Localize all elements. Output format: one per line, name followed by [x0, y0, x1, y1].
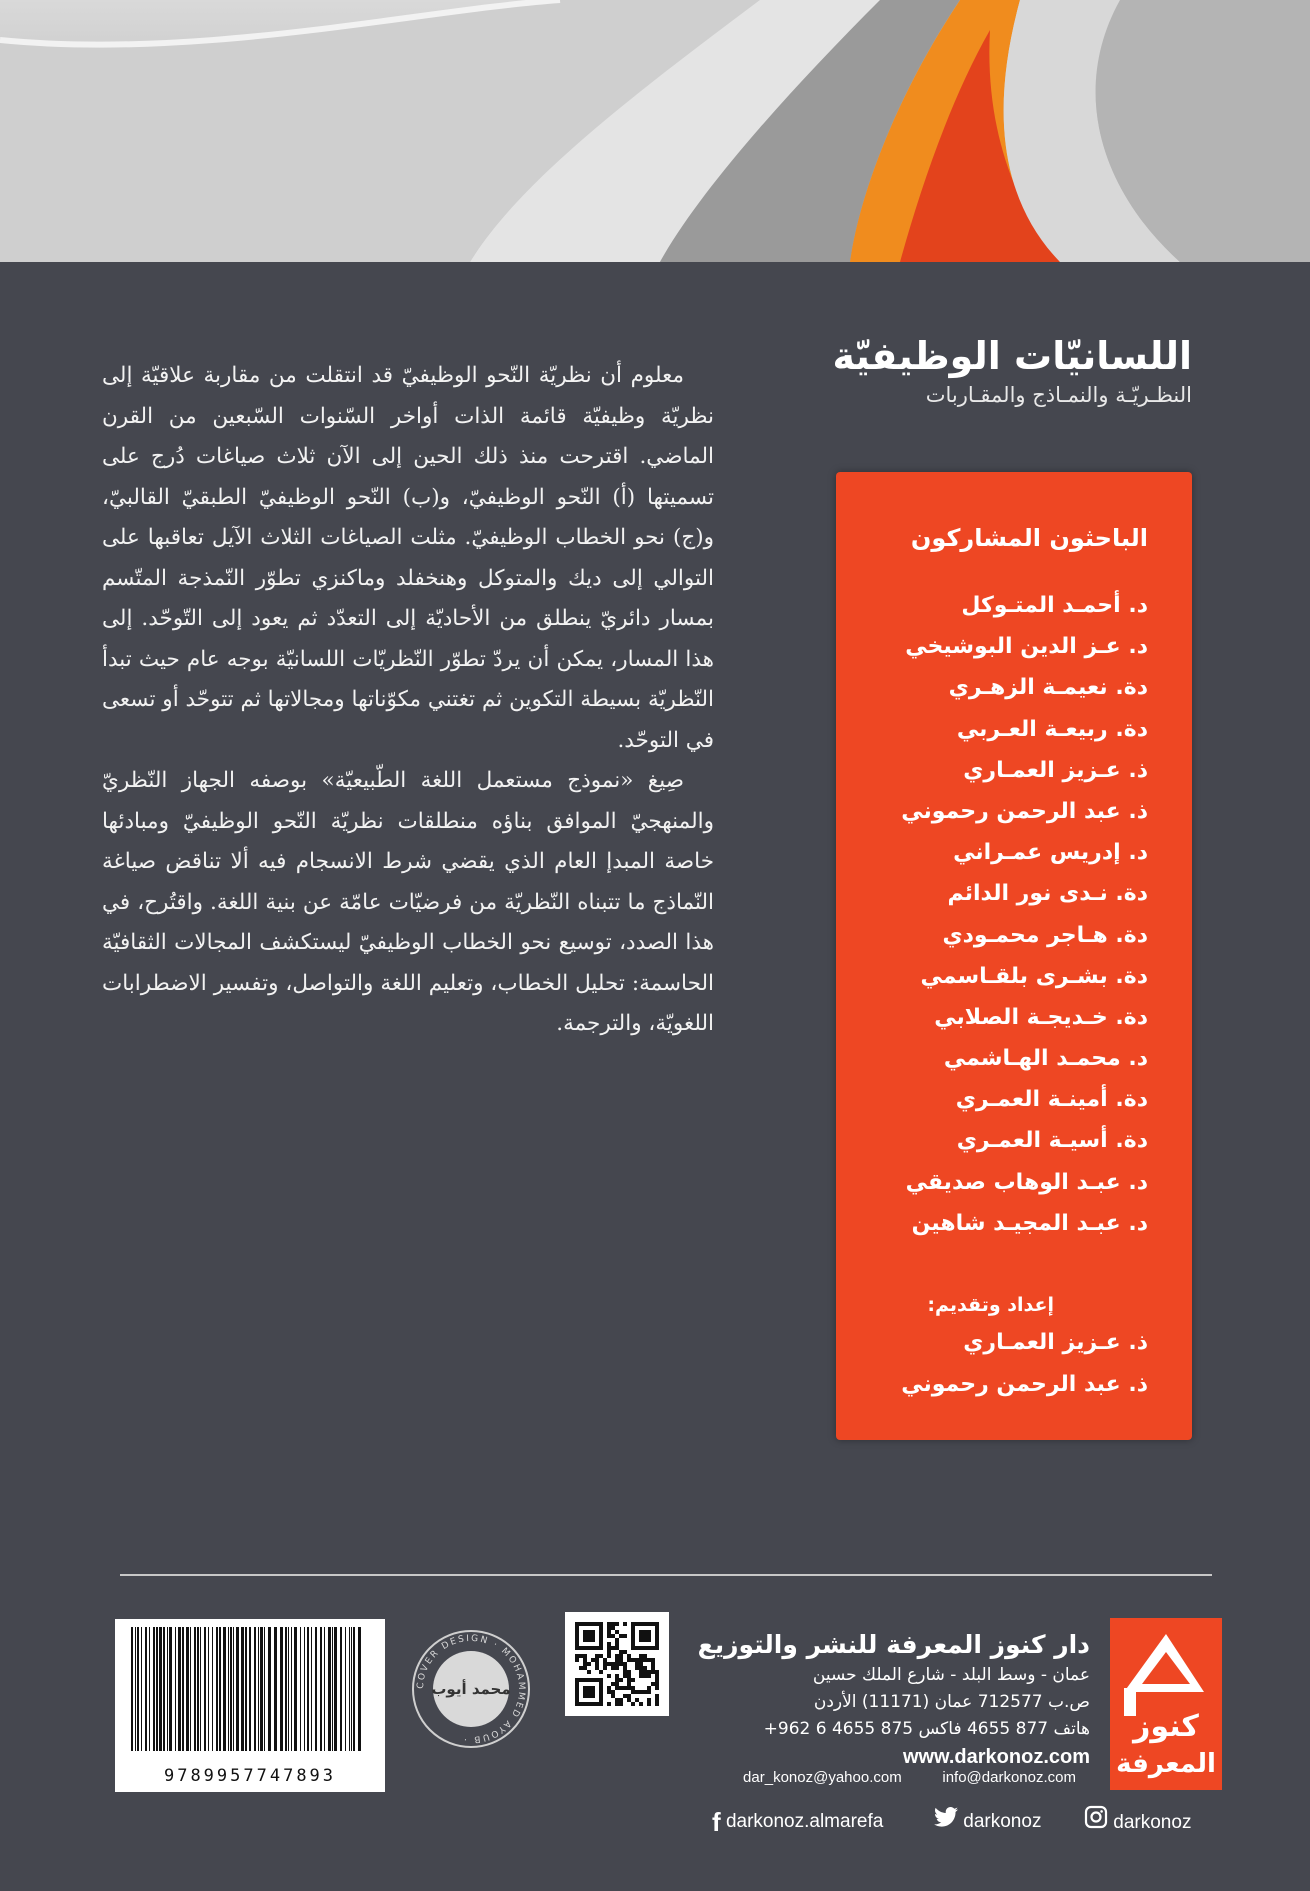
- qr-module: [655, 1694, 659, 1698]
- qr-module: [623, 1650, 627, 1654]
- publisher-emails: [700, 1769, 1076, 1786]
- qr-module: [635, 1666, 639, 1670]
- editor-name: ذ. عبد الرحمن رحموني: [901, 1372, 1148, 1397]
- qr-module: [643, 1670, 647, 1674]
- publisher-pobox: ص.ب 712577 عمان (11171) الأردن: [813, 1692, 1090, 1712]
- contributor-name: دة. نـدى نور الدائم: [947, 881, 1148, 907]
- barcode-bar: [304, 1627, 305, 1751]
- qr-module: [611, 1682, 615, 1686]
- qr-module: [599, 1670, 603, 1674]
- contributor-name: د. محمـد الهـاشمي: [943, 1046, 1148, 1072]
- qr-module: [595, 1662, 599, 1666]
- qr-module: [615, 1654, 619, 1658]
- facebook-icon: f: [712, 1807, 721, 1837]
- qr-module: [619, 1702, 623, 1706]
- qr-module: [615, 1642, 619, 1646]
- qr-module: [639, 1674, 643, 1678]
- qr-module: [647, 1698, 651, 1702]
- qr-module: [627, 1678, 631, 1682]
- barcode-bar: [137, 1627, 139, 1751]
- qr-module: [615, 1702, 619, 1706]
- book-title-block: [732, 334, 1192, 410]
- barcode-bar: [216, 1627, 218, 1751]
- barcode-bar: [149, 1627, 150, 1751]
- blurb-paragraph: صِيغ «نموذج مستعمل اللغة الطّبيعيّة» بوصفه الجهاز النّظريّ والمنهجيّ الموافق بناؤه منطلقات نظريّة النّحو الوظيفيّ ومبادئها خاصة المبدإ العام الذي يقضي شرط الانسجام فيه ألا تناقض صياغة النّماذج ما تتبناه النّظريّة من فرضيّات عامّة عن بنية اللغة. واقتُرح، في هذا الصدد، توسيع نحو الخطاب الوظيفيّ ليستكشف المجالات الثقافيّة الحاسمة: تحليل الخطاب، وتعليم اللغة والتواصل، وتفسير الاضطرابات اللغويّة، والترجمة.: [102, 768, 714, 1036]
- qr-module: [619, 1658, 623, 1662]
- contributor-name: دة. خـديجـة الصلابي: [934, 1004, 1148, 1030]
- qr-module: [607, 1650, 611, 1654]
- qr-module: [639, 1654, 643, 1658]
- qr-module: [647, 1702, 651, 1706]
- qr-module: [575, 1654, 579, 1658]
- publisher-website[interactable]: www.darkonoz.com: [902, 1746, 1090, 1768]
- barcode-bar: [294, 1627, 297, 1751]
- barcode-bar: [167, 1627, 168, 1751]
- cover-designer-seal: [410, 1628, 532, 1750]
- qr-module: [635, 1658, 639, 1662]
- barcode-bar: [204, 1627, 206, 1751]
- qr-module: [607, 1626, 611, 1630]
- contributor-name: دة. أسيـة العمـري: [956, 1128, 1148, 1154]
- barcode-bar: [280, 1627, 283, 1751]
- qr-module: [615, 1622, 619, 1626]
- blurb-paragraph: معلوم أن نظريّة النّحو الوظيفيّ قد انتقلت من مقاربة علاقيّة إلى نظريّة وظيفيّة قائمة الذات أواخر السّنوات السّبعين من القرن الماضي. اقترحت منذ ذلك الحين إلى الآن ثلاث صياغات دُرج على تسميتها (أ) النّحو الوظيفيّ، و(ب) النّحو الوظيفيّ الطبقيّ القالبيّ، و(ج) نحو الخطاب الوظيفيّ. مثلت الصياغات الثلاث الآيل تعاقبها على التوالي إلى ديك والمتوكل وهنخفلد وماكنزي تطوّر النّمذجة المتّسم بمسار دائريّ ينطلق من الأحاديّة إلى التعدّد ثم يعود إلى التّوحّد. إلى هذا المسار، يمكن أن يردّ تطوّر النّظريّات اللسانيّة بوجه عام حيث تبدأ النّظريّة بسيطة التكوين ثم تغتني مكوّناتها ومجالاتها ثم تتوحّد أو تسعى في التوحّد.: [102, 363, 714, 753]
- qr-module: [587, 1670, 591, 1674]
- instagram-link[interactable]: [1084, 1805, 1191, 1839]
- book-title: اللسانيّات الوظيفيّة: [832, 334, 1192, 378]
- qr-code[interactable]: [565, 1612, 669, 1716]
- qr-module: [615, 1678, 619, 1682]
- qr-finder: [583, 1630, 595, 1642]
- qr-module: [583, 1654, 587, 1658]
- barcode-bar: [340, 1627, 342, 1751]
- qr-module: [607, 1654, 611, 1658]
- barcode-bar: [194, 1627, 196, 1751]
- qr-module: [615, 1662, 619, 1666]
- qr-module: [607, 1674, 611, 1678]
- facebook-handle: darkonoz.almarefa: [725, 1811, 884, 1833]
- qr-module: [607, 1662, 611, 1666]
- qr-module: [607, 1622, 611, 1626]
- qr-module: [627, 1682, 631, 1686]
- qr-module: [619, 1654, 623, 1658]
- qr-module: [623, 1662, 627, 1666]
- qr-module: [627, 1694, 631, 1698]
- qr-module: [623, 1622, 627, 1626]
- qr-module: [611, 1694, 615, 1698]
- facebook-link[interactable]: [712, 1805, 883, 1839]
- qr-module: [603, 1658, 607, 1662]
- qr-module: [647, 1670, 651, 1674]
- qr-module: [643, 1658, 647, 1662]
- barcode-bar: [159, 1627, 162, 1751]
- barcode-bar: [241, 1627, 244, 1751]
- barcode-bar: [197, 1627, 199, 1751]
- barcode-bar: [230, 1627, 232, 1751]
- isbn-barcode: [115, 1619, 385, 1792]
- qr-module: [611, 1662, 615, 1666]
- publisher-info: [690, 1628, 1090, 1771]
- contributor-name: د. عبـد المجيـد شاهين: [911, 1210, 1148, 1236]
- barcode-bar: [315, 1627, 317, 1751]
- barcode-bar: [349, 1627, 350, 1751]
- qr-module: [607, 1630, 611, 1634]
- contributor-name: ذ. عبد الرحمن رحموني: [901, 798, 1148, 824]
- isbn-number: 9789957747893: [163, 1766, 337, 1786]
- barcode-bar: [175, 1627, 176, 1751]
- qr-module: [631, 1678, 635, 1682]
- qr-module: [635, 1662, 639, 1666]
- contributor-name: ذ. عـزيز العمـاري: [963, 757, 1148, 783]
- qr-module: [639, 1666, 643, 1670]
- qr-module: [595, 1666, 599, 1670]
- logo-text-top: كنوز: [1133, 1709, 1199, 1744]
- barcode-bar: [351, 1627, 352, 1751]
- contributor-name: دة. ربيعـة العـربي: [956, 716, 1148, 742]
- barcode-bar: [163, 1627, 165, 1751]
- qr-module: [651, 1682, 655, 1686]
- barcode-bar: [320, 1627, 322, 1751]
- qr-module: [619, 1662, 623, 1666]
- barcode-bar: [245, 1627, 247, 1751]
- barcode-bar: [141, 1627, 142, 1751]
- qr-module: [627, 1674, 631, 1678]
- qr-module: [651, 1658, 655, 1662]
- back-cover-blurb: [102, 356, 714, 1045]
- editor-name: ذ. عـزيز العمـاري: [963, 1330, 1148, 1355]
- qr-module: [643, 1690, 647, 1694]
- barcode-bar: [353, 1627, 355, 1751]
- qr-module: [655, 1698, 659, 1702]
- barcode-bar: [324, 1627, 325, 1751]
- contributor-name: د. إدريس عمـراني: [953, 840, 1148, 866]
- qr-module: [615, 1658, 619, 1662]
- qr-module: [643, 1666, 647, 1670]
- qr-module: [655, 1670, 659, 1674]
- qr-module: [647, 1674, 651, 1678]
- qr-module: [647, 1658, 651, 1662]
- publisher-address: عمان - وسط البلد - شارع الملك حسين: [812, 1665, 1090, 1685]
- qr-module: [627, 1698, 631, 1702]
- qr-finder: [639, 1630, 651, 1642]
- barcode-bar: [288, 1627, 289, 1751]
- qr-module: [623, 1686, 627, 1690]
- contributor-name: د. أحمـد المتـوكل: [961, 593, 1148, 618]
- contributor-name: د. عـز الدين البوشيخي: [905, 634, 1148, 660]
- barcode-bar: [182, 1627, 184, 1751]
- qr-module: [639, 1662, 643, 1666]
- qr-module: [623, 1694, 627, 1698]
- qr-module: [611, 1646, 615, 1650]
- qr-module: [615, 1646, 619, 1650]
- qr-module: [587, 1662, 591, 1666]
- qr-module: [651, 1662, 655, 1666]
- twitter-link[interactable]: [934, 1805, 1041, 1839]
- qr-module: [615, 1666, 619, 1670]
- qr-module: [583, 1658, 587, 1662]
- qr-module: [631, 1658, 635, 1662]
- qr-module: [607, 1690, 611, 1694]
- qr-module: [623, 1634, 627, 1638]
- barcode-bar: [153, 1627, 155, 1751]
- qr-module: [611, 1666, 615, 1670]
- qr-module: [651, 1666, 655, 1670]
- qr-module: [607, 1702, 611, 1706]
- barcode-bar: [212, 1627, 213, 1751]
- barcode-bar: [254, 1627, 256, 1751]
- qr-module: [619, 1650, 623, 1654]
- barcode-bar: [236, 1627, 239, 1751]
- qr-module: [655, 1702, 659, 1706]
- contributor-name: دة. نعيمـة الزهـري: [948, 675, 1148, 701]
- contributors-list: [848, 585, 1148, 1244]
- barcode-bar: [260, 1627, 263, 1751]
- qr-module: [631, 1686, 635, 1690]
- email-link[interactable]: dar_konoz@yahoo.com: [743, 1769, 902, 1786]
- qr-module: [607, 1642, 611, 1646]
- qr-module: [603, 1662, 607, 1666]
- qr-module: [639, 1658, 643, 1662]
- qr-module: [611, 1626, 615, 1630]
- preparation-label: إعداد وتقديم:: [927, 1294, 1054, 1316]
- publisher-logo: [1110, 1618, 1222, 1790]
- qr-module: [611, 1690, 615, 1694]
- qr-module: [647, 1686, 651, 1690]
- qr-module: [611, 1622, 615, 1626]
- qr-module: [627, 1658, 631, 1662]
- email-link[interactable]: info@darkonoz.com: [942, 1769, 1076, 1786]
- cover-artwork: [0, 0, 1310, 262]
- barcode-bar: [135, 1627, 136, 1751]
- qr-module: [599, 1654, 603, 1658]
- barcode-bar: [145, 1627, 147, 1751]
- qr-module: [639, 1690, 643, 1694]
- publisher-name: دار كنوز المعرفة للنشر والتوزيع: [697, 1630, 1090, 1659]
- barcode-bar: [178, 1627, 181, 1751]
- qr-module: [607, 1686, 611, 1690]
- qr-module: [631, 1690, 635, 1694]
- twitter-icon: [934, 1811, 963, 1832]
- qr-module: [615, 1686, 619, 1690]
- qr-module: [655, 1674, 659, 1678]
- barcode-bar: [328, 1627, 331, 1751]
- qr-module: [603, 1666, 607, 1670]
- qr-module: [651, 1670, 655, 1674]
- barcode-bar: [228, 1627, 229, 1751]
- social-links: [712, 1805, 1212, 1839]
- qr-module: [627, 1670, 631, 1674]
- qr-module: [635, 1690, 639, 1694]
- barcode-bar: [268, 1627, 271, 1751]
- barcode-bar: [190, 1627, 191, 1751]
- qr-module: [607, 1646, 611, 1650]
- contributor-name: دة. هـاجر محمـودي: [942, 922, 1148, 948]
- contributors-box: [836, 472, 1192, 1440]
- barcode-bar: [219, 1627, 221, 1751]
- qr-finder: [583, 1686, 595, 1698]
- qr-module: [619, 1678, 623, 1682]
- qr-module: [619, 1634, 623, 1638]
- qr-module: [619, 1686, 623, 1690]
- barcode-bar: [200, 1627, 201, 1751]
- qr-module: [611, 1634, 615, 1638]
- barcode-bar: [223, 1627, 226, 1751]
- qr-module: [619, 1698, 623, 1702]
- qr-module: [615, 1698, 619, 1702]
- qr-module: [615, 1674, 619, 1678]
- qr-module: [655, 1678, 659, 1682]
- qr-module: [615, 1638, 619, 1642]
- publisher-phone: هاتف 877 4655 فاكس 875 4655 6 962+: [763, 1719, 1090, 1739]
- qr-module: [643, 1674, 647, 1678]
- qr-module: [575, 1658, 579, 1662]
- editors-list: [848, 1322, 1148, 1406]
- qr-module: [579, 1666, 583, 1670]
- barcode-bar: [264, 1627, 265, 1751]
- qr-module: [615, 1682, 619, 1686]
- contributors-header: الباحثون المشاركون: [910, 524, 1148, 552]
- book-subtitle: النظـريّـة والنمـاذج والمقـاربات: [925, 383, 1192, 407]
- barcode-bar: [345, 1627, 346, 1751]
- qr-module: [643, 1654, 647, 1658]
- qr-module: [595, 1654, 599, 1658]
- instagram-icon: [1084, 1813, 1113, 1834]
- barcode-bar: [291, 1627, 292, 1751]
- qr-module: [639, 1670, 643, 1674]
- qr-module: [583, 1666, 587, 1670]
- qr-module: [647, 1690, 651, 1694]
- barcode-bar: [169, 1627, 172, 1751]
- barcode-bar: [311, 1627, 312, 1751]
- barcode-bars: [125, 1627, 375, 1759]
- qr-module: [655, 1682, 659, 1686]
- designer-signature: محمد أيوب: [431, 1680, 511, 1698]
- qr-module: [623, 1670, 627, 1674]
- qr-module: [607, 1634, 611, 1638]
- instagram-handle: darkonoz: [1113, 1812, 1192, 1834]
- qr-module: [627, 1654, 631, 1658]
- barcode-bar: [334, 1627, 337, 1751]
- barcode-bar: [186, 1627, 189, 1751]
- logo-text-bottom: المعرفة: [1116, 1749, 1216, 1779]
- twitter-handle: darkonoz: [963, 1811, 1042, 1833]
- qr-module: [623, 1666, 627, 1670]
- barcode-bar: [131, 1627, 133, 1751]
- qr-module: [639, 1702, 643, 1706]
- qr-module: [627, 1686, 631, 1690]
- barcode-bar: [285, 1627, 287, 1751]
- barcode-bar: [233, 1627, 234, 1751]
- barcode-bar: [300, 1627, 301, 1751]
- barcode-bar: [249, 1627, 251, 1751]
- qr-module: [591, 1658, 595, 1662]
- footer-divider: [120, 1574, 1212, 1576]
- designer-ring-text: COVER DESIGN · MOHAMMED AYOUB ·: [415, 1633, 527, 1745]
- barcode-bar: [208, 1627, 209, 1751]
- qr-module: [623, 1674, 627, 1678]
- barcode-bar: [332, 1627, 333, 1751]
- contributor-name: دة. بشـرى بلقـاسمي: [920, 963, 1148, 989]
- barcode-bar: [358, 1627, 361, 1751]
- barcode-bar: [274, 1627, 277, 1751]
- qr-module: [583, 1662, 587, 1666]
- qr-module: [635, 1698, 639, 1702]
- qr-module: [655, 1686, 659, 1690]
- contributor-name: د. عبـد الوهاب صديقي: [905, 1169, 1148, 1195]
- qr-module: [615, 1630, 619, 1634]
- qr-module: [595, 1658, 599, 1662]
- barcode-bar: [156, 1627, 158, 1751]
- qr-module: [631, 1702, 635, 1706]
- barcode-bar: [307, 1627, 309, 1751]
- contributor-name: دة. أمينـة العمـري: [955, 1087, 1148, 1113]
- barcode-bar: [258, 1627, 259, 1751]
- qr-module: [579, 1654, 583, 1658]
